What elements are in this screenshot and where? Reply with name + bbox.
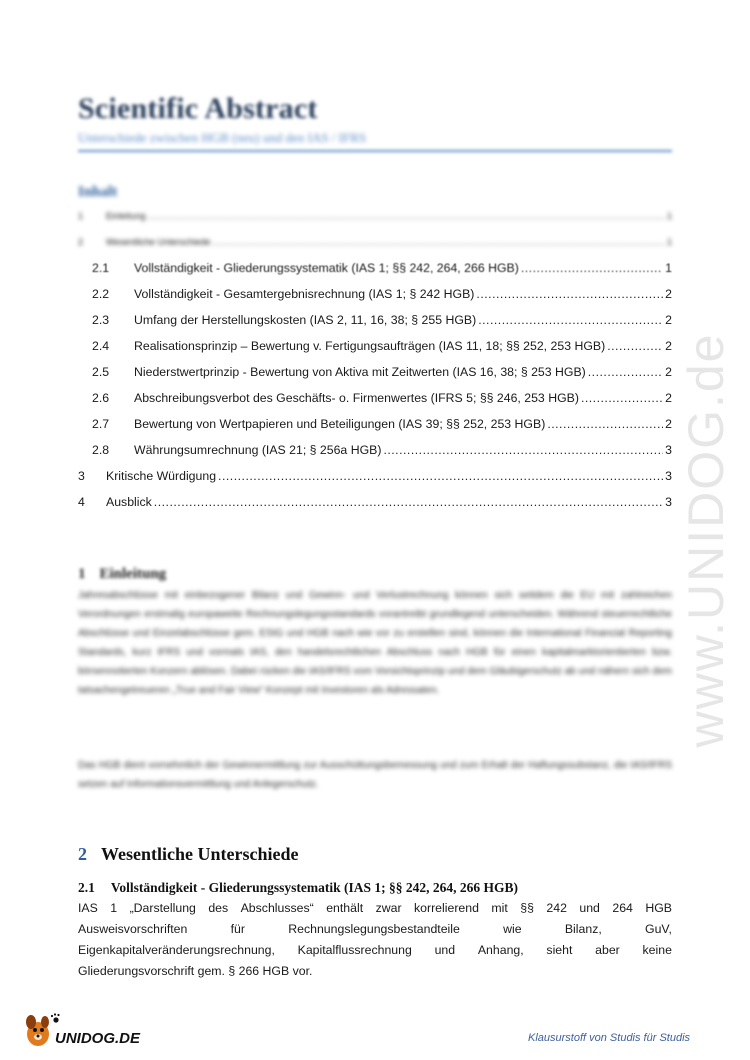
subsection-2-1-heading	[78, 880, 518, 896]
document-subtitle: Unterschiede zwischen HGB (neu) und den IAS / IFRS	[78, 130, 367, 145]
toc-entry-number: 2.1	[92, 261, 110, 275]
toc-entry	[78, 464, 672, 484]
toc-leader	[212, 234, 665, 250]
toc-entry-page: 1	[666, 237, 672, 247]
toc-entry-label: Währungsumrechnung (IAS 21; § 256a HGB)	[134, 443, 382, 457]
watermark-text-graphic	[610, 280, 750, 800]
watermark-text: www.UNIDOG.de	[678, 332, 735, 748]
section-2-number: 2	[78, 844, 87, 864]
toc-entry-label: Vollständigkeit - Gliederungssystematik (IAS 1; §§ 242, 264, 266 HGB)	[134, 261, 519, 275]
toc-entry-number: 2.5	[92, 365, 110, 379]
body-word: 1	[110, 901, 118, 915]
toc-entry-page: 2	[665, 391, 672, 405]
toc-entry-number: 2.4	[92, 339, 110, 353]
toc-entry-label: Abschreibungsverbot des Geschäfts- o. Firmenwertes (IFRS 5; §§ 246, 253 HGB)	[134, 391, 579, 405]
body-word: enthält	[326, 901, 364, 915]
body-word: und	[579, 901, 600, 915]
toc-entry-page: 2	[665, 313, 672, 327]
subsection-2-1-body	[78, 898, 672, 982]
toc-entry-number: 2.3	[92, 313, 110, 327]
body-word: Gliederungsvorschrift gem. § 266 HGB vor.	[78, 964, 313, 978]
toc-entry-page: 3	[665, 469, 672, 483]
body-word: Eigenkapitalveränderungsrechnung,	[78, 943, 275, 957]
toc-entry	[78, 412, 672, 432]
body-word: „Darstellung	[129, 901, 196, 915]
body-line	[78, 898, 672, 919]
toc-entry-page: 1	[666, 211, 672, 221]
body-word: korrelierend	[414, 901, 479, 915]
body-word: Ausweisvorschriften	[78, 922, 188, 936]
toc-entry-page: 2	[665, 287, 672, 301]
toc-leader	[521, 260, 663, 276]
toc-entry-label: Bewertung von Wertpapieren und Beteiligungen (IAS 39; §§ 252, 253 HGB)	[134, 417, 546, 431]
toc-leader	[154, 494, 663, 510]
toc-entry-number: 4	[78, 495, 85, 509]
section-2-heading	[78, 844, 298, 865]
body-word: keine	[642, 943, 672, 957]
body-word: Abschlusses“	[240, 901, 314, 915]
document-title: Scientific Abstract	[78, 92, 318, 125]
toc-entry-label: Niederstwertprinzip - Bewertung von Aktiva mit Zeitwerten (IAS 16, 38; § 253 HGB)	[134, 365, 586, 379]
body-line	[78, 919, 672, 940]
unidog-logo	[22, 1010, 152, 1050]
toc-entry	[78, 256, 672, 276]
section-1-title: Einleitung	[99, 566, 167, 582]
toc-leader	[148, 208, 665, 224]
toc-entry-page: 2	[665, 339, 672, 353]
body-word: und	[434, 943, 456, 957]
body-word: zwar	[375, 901, 402, 915]
toc-entry-label: Kritische Würdigung	[106, 469, 217, 483]
subsection-2-1-title: Vollständigkeit - Gliederungssystematik (IAS 1; §§ 242, 264, 266 HGB)	[110, 880, 519, 895]
toc-entry	[78, 230, 672, 250]
body-word: 264	[612, 901, 633, 915]
toc-entry-number: 2.7	[92, 417, 110, 431]
toc-entry	[78, 334, 672, 354]
section-1-paragraph: Jahresabschlüsse mit einbezogener Bilanz und Gewinn- und Verlustrechnung können sich seitdem die EU mit zahlreichen Verordnungen erstmalig europaweite Rechnungslegungsstandards vorantreibt grundlegend unterscheiden. Während steuerrechtliche Abschlüsse und Einzelabschlüsse gem. EStG und HGB nach wie vor zu erstellen sind, können die International Financial Reporting Standards, kurz IFRS und vormals IAS, den handelsrechtlichen Abschluss nach HGB für einen kapitalmarktorientierten bzw. börsennotierten Konzern ablösen. Dabei rücken die IAS/IFRS vom Vorsichtsprinzip und dem Gläubigerschutz ab und nähern sich dem tatsachengetreueren „True and Fair View“ Konzept mit Investoren als Adressaten.	[78, 590, 672, 696]
toc-entry-label: Wesentliche Unterschiede	[106, 237, 211, 247]
body-word: Kapitalflussrechnung	[297, 943, 412, 957]
toc-entry	[78, 204, 672, 224]
body-word: HGB	[645, 901, 672, 915]
toc-entry-number: 2.6	[92, 391, 110, 405]
toc-entry	[78, 308, 672, 328]
toc-entry-page: 2	[665, 417, 672, 431]
subsection-2-1-number: 2.1	[78, 880, 95, 895]
toc-entry-page: 1	[665, 261, 672, 275]
title-divider	[78, 150, 672, 152]
toc-entry-page: 2	[665, 365, 672, 379]
toc-entry	[78, 386, 672, 406]
body-word: §§	[520, 901, 534, 915]
body-word: sieht	[546, 943, 573, 957]
toc-entry	[78, 490, 672, 510]
toc-entry-number: 1	[78, 211, 84, 221]
body-word: mit	[491, 901, 508, 915]
body-line	[78, 961, 672, 982]
toc-entry-label: Realisationsprinzip – Bewertung v. Fertigungsaufträgen (IAS 11, 18; §§ 252, 253 HGB)	[134, 339, 606, 353]
paw-icon	[51, 1013, 60, 1022]
toc-entry	[78, 438, 672, 458]
logo-graphic	[22, 1010, 152, 1050]
section-1-heading	[78, 566, 166, 583]
body-word: Bilanz,	[564, 922, 602, 936]
toc-entry	[78, 360, 672, 380]
body-word: IAS	[78, 901, 98, 915]
toc-entry-label: Ausblick	[106, 495, 152, 509]
section-1-paragraph: Das HGB dient vornehmlich der Gewinnermittlung zur Ausschüttungsbemessung und zum Erhalt der Haftungssubstanz, die IAS/IFRS setzen auf Informationsvermittlung und Anlegerschutz.	[78, 760, 672, 790]
section-1-number: 1	[78, 566, 86, 582]
body-word: Anhang,	[477, 943, 524, 957]
footer-tagline: Klausurstoff von Studis für Studis	[528, 1032, 691, 1044]
logo-wordmark: UNIDOG.DE	[55, 1030, 141, 1047]
toc-entry-label: Einleitung	[106, 211, 146, 221]
body-word: für	[230, 922, 245, 936]
toc-entry-label: Umfang der Herstellungskosten (IAS 2, 11, 16, 38; § 255 HGB)	[134, 313, 477, 327]
toc-entry	[78, 282, 672, 302]
toc-entry-label: Vollständigkeit - Gesamtergebnisrechnung (IAS 1; § 242 HGB)	[134, 287, 475, 301]
toc-entry-number: 2	[78, 237, 84, 247]
watermark	[610, 280, 750, 800]
body-line	[78, 940, 672, 961]
section-2-title: Wesentliche Unterschiede	[101, 844, 299, 864]
toc-entry-number: 2.2	[92, 287, 110, 301]
body-word: aber	[595, 943, 620, 957]
toc-entry-page: 3	[665, 443, 672, 457]
body-word: GuV,	[645, 922, 672, 936]
body-word: Rechnungslegungsbestandteile	[288, 922, 460, 936]
toc-entry-number: 2.8	[92, 443, 110, 457]
body-word: wie	[503, 922, 522, 936]
toc-leader	[218, 468, 663, 484]
toc-heading: Inhalt	[78, 184, 118, 200]
dog-mascot-icon	[26, 1015, 49, 1046]
body-word: 242	[546, 901, 567, 915]
toc-entry-number: 3	[78, 469, 85, 483]
body-word: des	[208, 901, 229, 915]
toc-entry-page: 3	[665, 495, 672, 509]
